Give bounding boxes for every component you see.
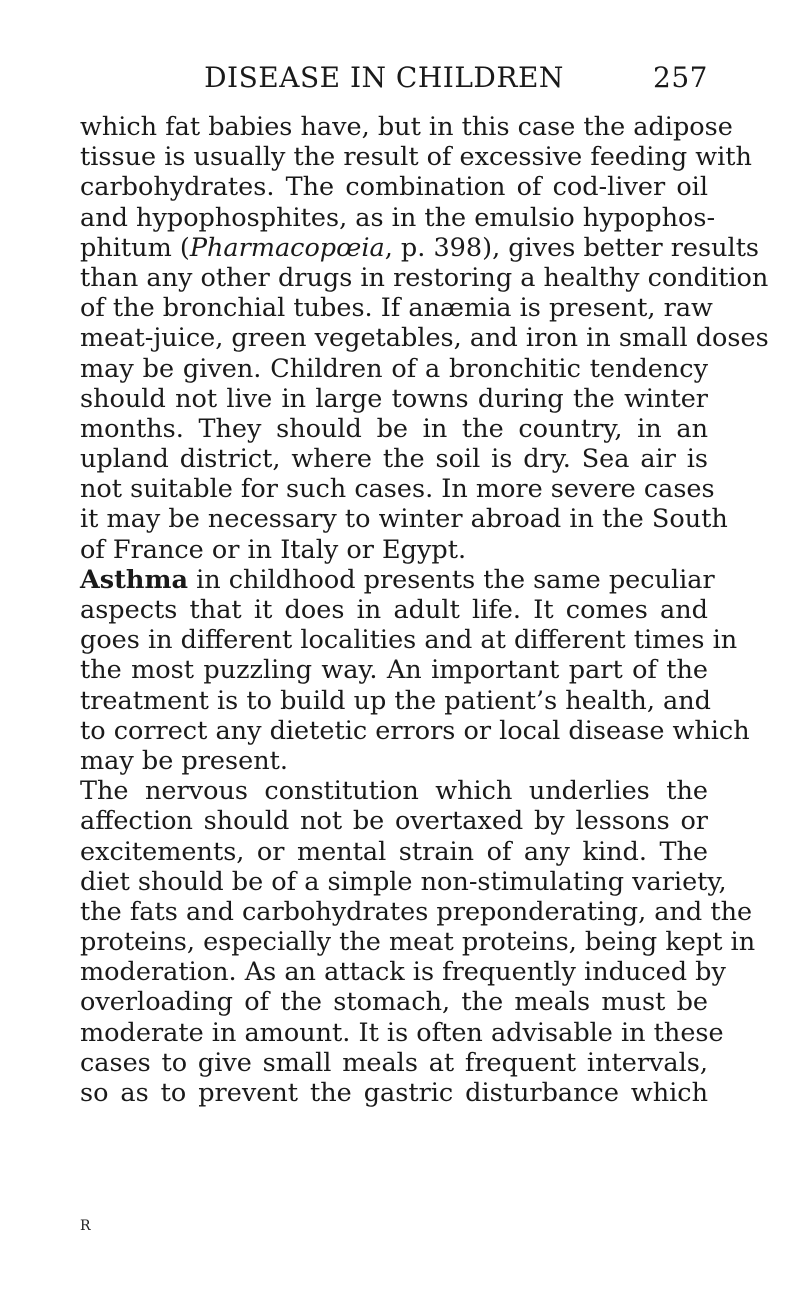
text-line: to correct any dietetic errors or local disease which bbox=[80, 715, 750, 746]
text-line: months. They should be in the country, in an bbox=[80, 413, 708, 444]
text-line: affection should not be overtaxed by lessons or bbox=[80, 806, 708, 837]
text-line: it may be necessary to winter abroad in the South bbox=[80, 504, 728, 535]
text-line: and hypophosphites, as in the emulsio hypophos- bbox=[80, 202, 716, 233]
text-line: of France or in Italy or Egypt. bbox=[80, 534, 467, 565]
text-line: proteins, especially the meat proteins, being kept in bbox=[80, 927, 756, 958]
page-number: 257 bbox=[653, 61, 708, 94]
text-line: carbohydrates. The combination of cod-liver oil bbox=[80, 172, 708, 203]
text-line: goes in different localities and at different times in bbox=[80, 625, 738, 656]
signature-mark: R bbox=[80, 1218, 91, 1234]
text-line: the fats and carbohydrates preponderating, and the bbox=[80, 896, 753, 927]
text-line: may be given. Children of a bronchitic tendency bbox=[80, 353, 708, 384]
text-line: tissue is usually the result of excessive feeding with bbox=[80, 142, 752, 173]
book-page bbox=[80, 58, 769, 1108]
text-line: overloading of the stomach, the meals must be bbox=[80, 987, 708, 1018]
text-line: cases to give small meals at frequent intervals, bbox=[80, 1047, 708, 1078]
asthma-heading: Asthma bbox=[80, 564, 188, 595]
body-text bbox=[80, 112, 769, 1108]
text-line: aspects that it does in adult life. It comes and bbox=[80, 595, 708, 625]
text-line: not suitable for such cases. In more severe cases bbox=[80, 474, 715, 505]
text-line: excitements, or mental strain of any kind. The bbox=[80, 836, 708, 867]
text-line: moderation. As an attack is frequently induced by bbox=[80, 957, 726, 988]
text-line: meat-juice, green vegetables, and iron in small doses bbox=[80, 323, 769, 354]
text-line: diet should be of a simple non-stimulating variety, bbox=[80, 866, 727, 897]
running-head bbox=[80, 58, 708, 98]
text-line: of the bronchial tubes. If anæmia is present, raw bbox=[80, 293, 713, 324]
asthma-first-text: in childhood presents the same peculiar bbox=[187, 564, 715, 595]
text-line: so as to prevent the gastric disturbance which bbox=[80, 1078, 708, 1108]
text-line: treatment is to build up the patient’s health, and bbox=[80, 685, 711, 716]
citation-prefix: phitum ( bbox=[80, 232, 190, 263]
text-line: moderate in amount. It is often advisable in these bbox=[80, 1017, 724, 1048]
text-line: upland district, where the soil is dry. Sea air is bbox=[80, 444, 708, 475]
text-line: than any other drugs in restoring a healthy condition bbox=[80, 262, 769, 293]
text-line: may be present. bbox=[80, 745, 288, 776]
text-line-with-citation bbox=[80, 232, 760, 263]
citation-suffix: , p. 398), gives better results bbox=[384, 232, 760, 263]
text-line: the most puzzling way. An important part of the bbox=[80, 655, 708, 686]
citation-title: Pharmacopœia bbox=[189, 232, 385, 263]
text-line: should not live in large towns during the winter bbox=[80, 383, 708, 414]
text-line: which fat babies have, but in this case the adipose bbox=[80, 112, 733, 142]
text-line: The nervous constitution which underlies the bbox=[80, 776, 708, 807]
running-title: DISEASE IN CHILDREN bbox=[204, 61, 564, 94]
asthma-first-line bbox=[80, 564, 715, 595]
